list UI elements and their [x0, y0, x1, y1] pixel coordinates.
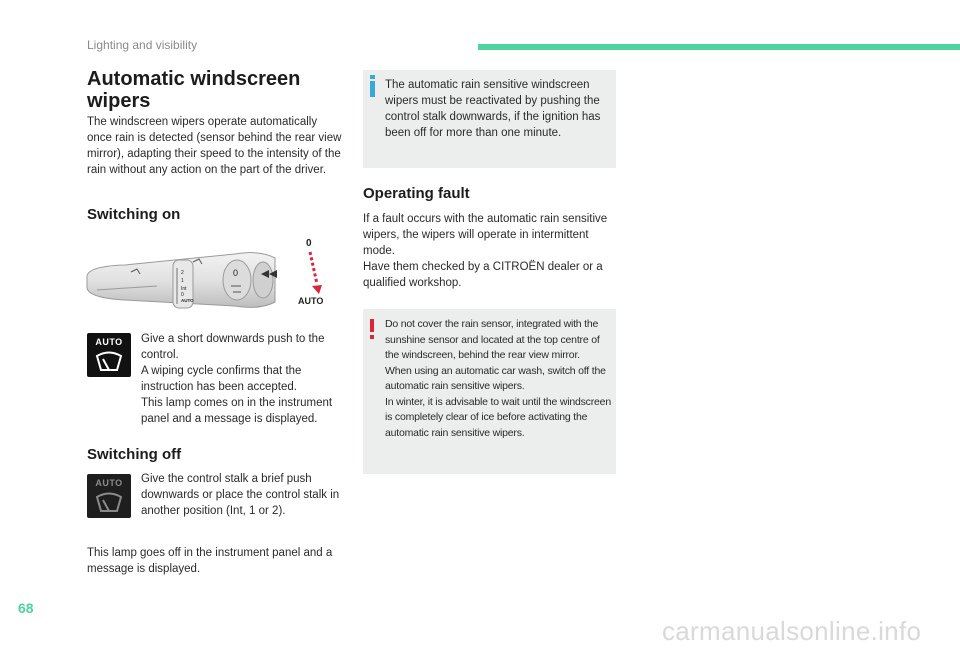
watermark: carmanualsonline.info — [662, 616, 922, 646]
switching-off-text: Give the control stalk a brief push downwards or place the control stalk in another position (Int, 1 or 2). — [141, 473, 340, 517]
warning-note-box — [363, 309, 616, 474]
windscreen-wiper-off-icon — [95, 491, 123, 513]
position-0-label: 0 — [306, 238, 312, 249]
info-icon — [370, 75, 375, 79]
down-arrow-icon — [312, 285, 322, 294]
wiper-stalk-illustration — [85, 232, 335, 322]
warning-icon-dot — [370, 335, 374, 339]
intro-text: The windscreen wipers operate automatically once rain is detected (sensor behind the rear view mirror), adapting their speed to the intensity of the rain without any action on the part of the driver. — [87, 116, 342, 176]
switching-off-footer-text: This lamp goes off in the instrument panel and a message is displayed. — [87, 547, 333, 575]
stalk-pos-auto: AUTO — [181, 298, 194, 303]
stalk-right-0: 0 — [233, 268, 239, 278]
switching-on-heading: Switching on — [87, 206, 181, 223]
switching-off-heading: Switching off — [87, 446, 182, 463]
info-icon-bar — [370, 81, 375, 97]
auto-lamp-label: AUTO — [95, 337, 123, 347]
auto-wiper-lamp-off — [87, 474, 131, 518]
stalk-pos-int: Int — [181, 286, 187, 292]
switching-on-text: Give a short downwards push to the control. A wiping cycle confirms that the instruction has been accepted. This lamp comes on in the instrument panel and a message is displayed. — [141, 333, 333, 425]
page-number: 68 — [18, 600, 34, 616]
warning-icon — [370, 319, 374, 332]
auto-wiper-lamp-on — [87, 333, 131, 377]
info-note-text: The automatic rain sensitive windscreen wipers must be reactivated by pushing the control stalk downwards, if the ignition has been off for more than one minute. — [385, 79, 601, 139]
section-accent-bar — [478, 44, 960, 50]
info-note-box — [363, 70, 616, 168]
operating-fault-heading: Operating fault — [363, 185, 470, 202]
auto-position-label: AUTO — [298, 296, 324, 306]
stalk-pos-0: 0 — [181, 292, 184, 298]
operating-fault-text: If a fault occurs with the automatic rain sensitive wipers, the wipers will operate in intermittent mode. Have them checked by a CITROËN dealer or a qualified workshop. — [363, 213, 608, 289]
section-label: Lighting and visibility — [87, 38, 198, 52]
stalk-pos-1: 1 — [181, 278, 184, 284]
stalk-pos-2: 2 — [181, 270, 184, 276]
windscreen-wiper-icon — [95, 350, 123, 372]
page-title: Automatic windscreen wipers — [87, 68, 301, 112]
auto-lamp-off-label: AUTO — [95, 478, 123, 488]
warning-note-text: Do not cover the rain sensor, integrated with the sunshine sensor and located at the top centre of the windscreen, behind the rear view mirror. When using an automatic car wash, switch off the automatic rain sensitive wipers. In winter, it is advisable to wait until the windscreen is completely clear of ice before activating the automatic rain sensitive wipers. — [385, 318, 611, 439]
